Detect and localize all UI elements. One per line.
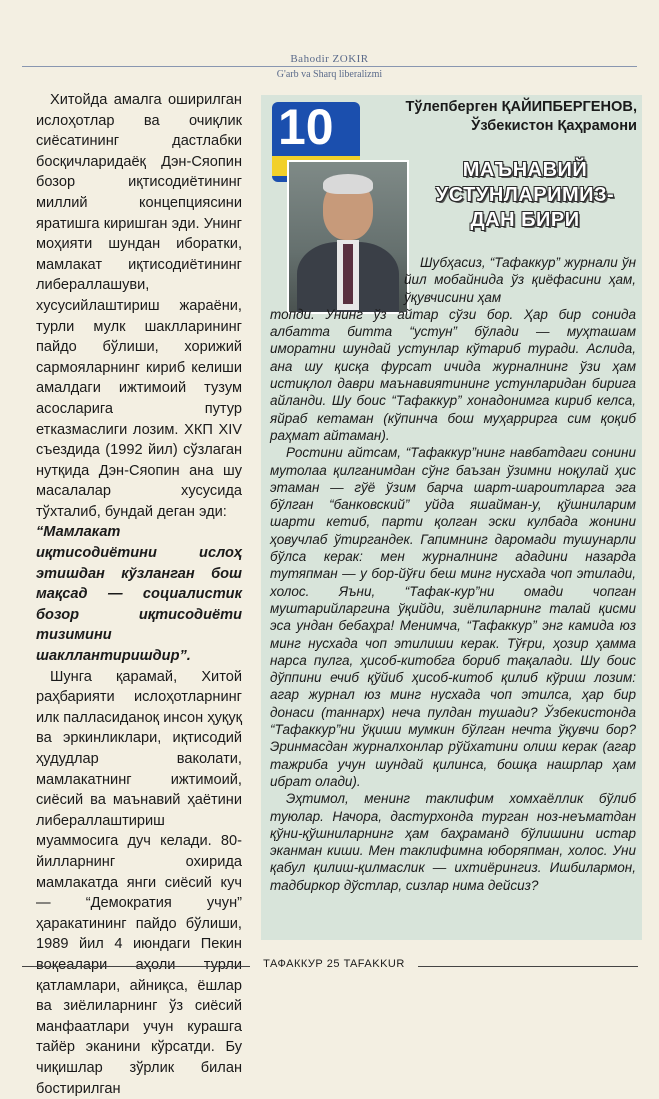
header-rule (22, 66, 637, 67)
author-title: Ўзбекистон Қаҳрамони (471, 118, 637, 134)
left-column (36, 90, 242, 1099)
running-header-author: Bahodir ZOKIR (290, 53, 369, 65)
sidebar-paragraph-3: Эҳтимол, менинг таклифим хомхаёллик бўлиб туюлар. Начора, дастурхонда турган ноз-неъматдан қўни-қўшниларнинг ҳам баҳраманд бўлишини истар эканман киши. Мен таклифимна юборяпман, холос. Уни қабул қилиш-қилмаслик — ихтиёрингиз. Ишбилармон, тадбиркор дўстлар, сизлар нима дейсиз? (270, 791, 636, 893)
badge-number: 10 (278, 99, 334, 155)
sidebar-body (270, 254, 636, 894)
sidebar-title (410, 158, 640, 233)
sidebar-paragraph-1a: Шубҳасиз, “Тафаккур” журнали ўн йил мобайнида ўз қиёфасини ҳам, ўқувчисини ҳам (404, 255, 636, 305)
author-name: Тўлепберген ҚАЙИПБЕРГЕНОВ, (405, 99, 637, 115)
title-line-1: МАЪНАВИЙ (462, 159, 588, 181)
running-header-title: G'arb va Sharq liberalizmi (276, 69, 383, 80)
sidebar-paragraph-2: Ростини айтсам, “Тафаккур”нинг навбатдаги сонини мутолаа қилганимдан сўнг баъзан ўзимни ноқулай ҳис этаман — гўё ўзим барча шарт-шароитларга эга бўлган “банковский” уйда яшайман-у, қўшниларим шарти кетиб, парти қолган эски кулбада жонини ҳовучлаб ўтиргандек. Гапимнинг даромади тушунарли бўлса керак: мен журналнинг ададини назарда тутяпман — у бор-йўғи беш минг нусхада чоп этилади, холос. Яъни, “Тафак-кур”ни омади чопган муштарийларгина ўқийди, зиёлиларнинг талай қисми эса ундан бебаҳра! Менимча, “Тафаккур” энг камида юз минг нусхада чоп этилиши керак. Тўғри, ҳозир ҳамма нарса пулга, ҳисоб-китобга бориб тақалади. Шу боис дўппини ечиб қўйиб ҳисоб-китоб қилиб кўриш лозим: агар журнал юз минг нусхада чоп этилса, ҳар бир донаси (таннарх) неча пулдан тушади? Ўзбекистонда “Тафаккур”ни ўқиши мумкин бўлган нечта ўқувчи бор? Эринмасдан журналхонлар рўйхатини олиш керак (агар тажриба учун шундай қилинса, бошқа нашрлар ҳам ибрат олади). (270, 445, 636, 789)
photo-hair (323, 174, 373, 194)
title-line-3: ДАН БИРИ (470, 209, 580, 231)
sidebar-author (367, 98, 637, 136)
footer-rule-left (22, 966, 250, 967)
title-line-2: УСТУНЛАРИМИЗ- (435, 184, 615, 206)
footer-rule-right (418, 966, 638, 967)
page-footer: ТАФАККУР 25 TAFAKKUR (263, 958, 405, 970)
left-quote: “Мамлакат иқтисодиётини ислоҳ этишдан кўзланган бош мақсад — социалистик бозор иқтисодиёти тизимини шакллантиришдир”. (36, 524, 242, 665)
left-paragraph-1: Хитойда амалга оширилган ислоҳотлар ва очиқлик сиёсатининг дастлабки босқичларидаёқ Дэн-Сяопин бозор иқтисодиётининг миллий концепциясини яратишга киришган эди. Унинг моҳияти шундан иборатки, мамлакат иқтисодиётининг либераллашуви, хусусийлаштириш жараёни, турли мулк шаклларининг пайдо бўлиши, хорижий сармояларнинг кириб келиши амалдаги ижтимоий тузум асосларига путур етказмаслиги лозим. ХКП XIV съездида (1992 йил) сўзлаган нутқида Дэн-Сяопин ана шу масалалар хусусида тўхталиб, бундай деган эди: (36, 92, 242, 520)
sidebar-paragraph-1b: топди. Унинг ўз айтар сўзи бор. Ҳар бир сонида албатта битта “устун” бўлади — муҳташам иморатни шундай устунлар кўтариб туради. Аслида, ана шу қисқа фурсат ичида журналнинг ўзи ҳам истиқлол даври маънавиятининг устунларидан бирига айланди. Шу боис “Тафаккур” хонадонимга кириб келса, яйраб кетаман (кўпинча бош муҳаррирга сим қоқиб раҳмат айтаман). (270, 306, 636, 443)
left-paragraph-2: Шунга қарамай, Хитой раҳбарияти ислоҳотларнинг илк палласиданоқ инсон ҳуқуқ ва эркинликлари, иқтисодий ҳудудлар ваколати, мамлакатнинг ижтимоий, сиёсий ва маънавий ҳаётини либераллаштириш муаммосига дуч келади. 80-йилларнинг охирида мамлакатда янги сиёсий куч — “Демократия учун” ҳаракатининг пайдо бўлиши, 1989 йил 4 июндаги Пекин воқеалари аҳоли турли қатламлари, айниқса, ёшлар ва зиёлиларнинг ўз сиёсий манфаатлари учун курашга тайёр эканини кўрсатди. Бу чиқишлар зўрлик билан бостирилган (36, 668, 242, 1097)
